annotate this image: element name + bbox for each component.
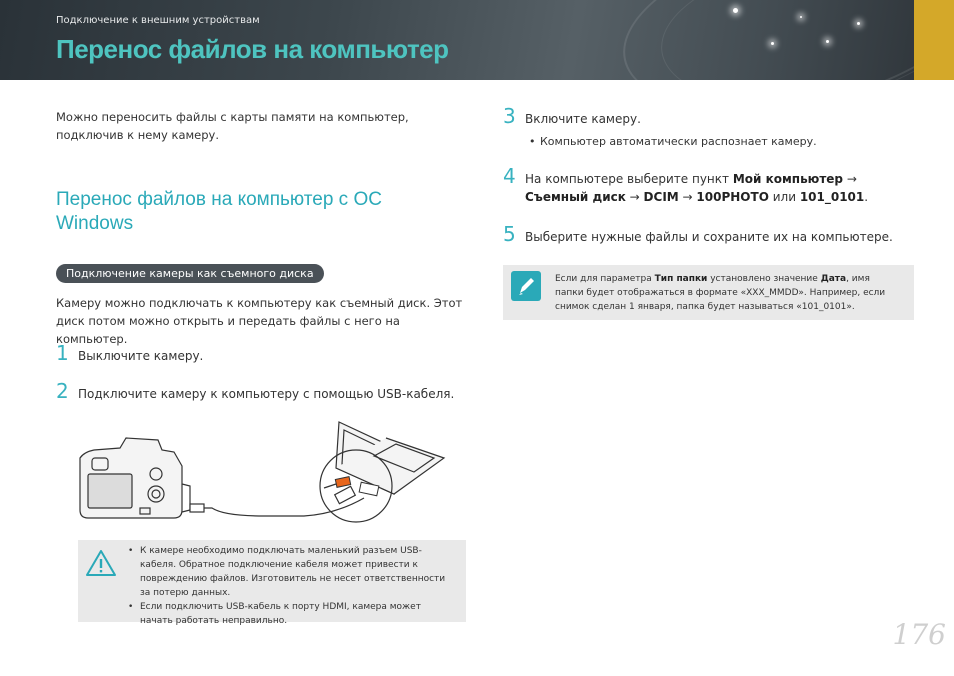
page-number: 176 (892, 618, 946, 651)
step-number: 1 (56, 341, 69, 365)
menu-path-removable-disk: Съемный диск (525, 190, 626, 204)
breadcrumb: Подключение к внешним устройствам (56, 15, 260, 26)
page-title: Перенос файлов на компьютер (56, 34, 449, 64)
step-number: 3 (503, 104, 516, 128)
sparkle (733, 8, 738, 13)
list-item (126, 600, 456, 628)
note-text-part: Если для параметра (555, 274, 655, 284)
step-number: 2 (56, 379, 69, 403)
note-text (555, 272, 895, 314)
camera-drawing (80, 438, 190, 518)
sparkle (771, 42, 774, 45)
pencil-icon (511, 271, 541, 301)
laptop-drawing (336, 422, 444, 494)
usb-cable (190, 486, 364, 516)
bullet: • (128, 546, 134, 556)
section-paragraph: Камеру можно подключать к компьютеру как съемный диск. Этот диск потом можно открыть и передать файлы с него на компьютер. (56, 296, 463, 346)
note-term-date: Дата (820, 274, 847, 284)
step-number: 4 (503, 164, 516, 188)
menu-path-my-computer: Мой компьютер (732, 172, 844, 186)
warning-list (126, 544, 456, 628)
menu-path-dcim: DCIM (643, 190, 679, 204)
step-text: Включите камеру. (525, 112, 641, 126)
menu-path-100photo: 100PHOTO (696, 190, 769, 204)
bullet: • (128, 602, 134, 612)
step-text: Выберите нужные файлы и сохраните их на компьютере. (525, 230, 893, 244)
warning-text: К камере необходимо подключать маленький разъем USB-кабеля. Обратное подключение кабеля может привести к повреждению файлов. Изготовитель не несет ответственности за потерю данных. (140, 546, 446, 598)
intro-text: Можно переносить файлы с карты памяти на компьютер, подключив к нему камеру. (56, 110, 409, 142)
step-number: 5 (503, 222, 516, 246)
header-decoration (652, 0, 954, 80)
arrow: → (625, 190, 644, 204)
usb-connection-illustration (74, 414, 454, 529)
bullet: • (529, 135, 536, 148)
arrow: → (678, 190, 697, 204)
chapter-tab (914, 0, 954, 80)
note-box (503, 265, 914, 320)
warning-icon (84, 546, 118, 580)
sparkle (857, 22, 860, 25)
list-item (126, 544, 456, 600)
page-header (0, 0, 954, 80)
step-text-part: На компьютере выберите пункт (525, 172, 733, 186)
step-text-part: или (768, 190, 800, 204)
menu-path-101-0101: 101_0101 (799, 190, 865, 204)
subsection-label: Подключение камеры как съемного диска (56, 264, 324, 283)
step-text-part: . (864, 190, 869, 204)
step-text: Выключите камеру. (78, 349, 204, 363)
sparkle (826, 40, 829, 43)
step-text: Подключите камеру к компьютеру с помощью USB-кабеля. (78, 387, 455, 401)
note-text-part: установлено значение (707, 274, 821, 284)
note-text-part: , имя папки будет отображаться в формате «XXX_MMDD». Например, если снимок сделан 1 января, папка будет называться «101_0101». (555, 274, 886, 312)
section-heading: Перенос файлов на компьютер с ОС Windows (56, 189, 382, 234)
warning-box (78, 540, 466, 626)
subitem-text: Компьютер автоматически распознает камеру. (540, 135, 817, 148)
warning-text: Если подключить USB-кабель к порту HDMI, камера может начать работать неправильно. (140, 602, 421, 626)
step-text (525, 170, 885, 206)
note-term-folder-type: Тип папки (654, 274, 708, 284)
sparkle (800, 16, 802, 18)
arrow: → (843, 172, 857, 186)
